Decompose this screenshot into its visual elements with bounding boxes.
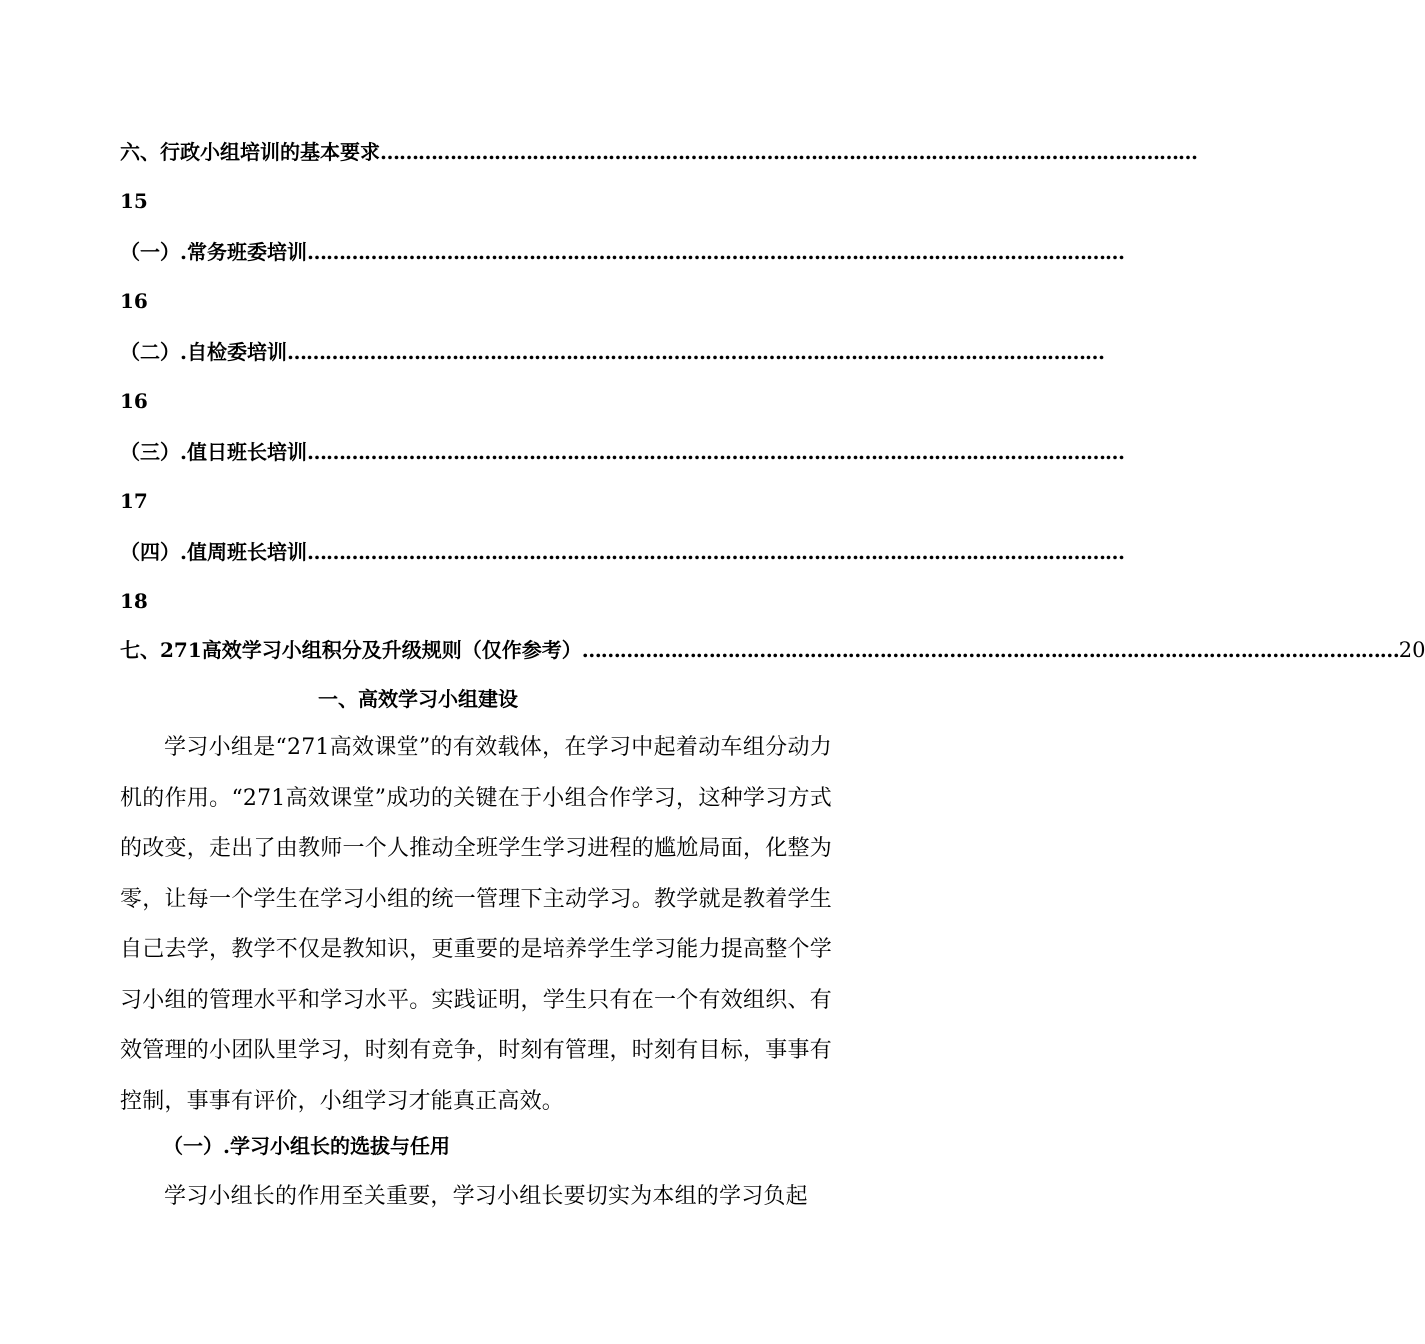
toc-entry-label: （二）.自检委培训 (120, 340, 287, 364)
toc-entry-label: （四）.值周班长培训 (120, 540, 307, 564)
toc-page-number: 16 (120, 289, 148, 313)
toc-entry[interactable] (120, 137, 1197, 167)
toc-page-number: 16 (120, 389, 148, 413)
toc-entry[interactable] (120, 537, 1124, 567)
toc-entry[interactable] (120, 635, 1425, 665)
paragraph-text: 学习小组长的作用至关重要，学习小组长要切实为本组的学习负起 (164, 1184, 808, 1209)
paragraph-text: 学习小组是“271高效课堂”的有效载体，在学习中起着动车组分动力机的作用。“271高效课堂”成功的关键在于小组合作学习，这种学习方式的改变，走出了由教师一个人推动全班学生学习进程的尴尬局面，化整为零，让每一个学生在学习小组的统一管理下主动学习。教学就是教着学生自己去学，教学不仅是教知识，更重要的是培养学生学习能力提高整个学习小组的管理水平和学习水平。实践证明，学生只有在一个有效组织、有效管理的小团队里学习，时刻有竞争，时刻有管理，时刻有目标，事事有控制，事事有评价，小组学习才能真正高效。 (120, 735, 832, 1114)
toc-entry-label: （三）.值日班长培训 (120, 440, 307, 464)
body-paragraph (120, 1172, 832, 1223)
toc-page-number: 20 (1398, 638, 1425, 662)
toc-page-number: 17 (120, 489, 148, 513)
toc-entry-label: 七、271高效学习小组积分及升级规则（仅作参考） (120, 638, 582, 662)
section-heading: 一、高效学习小组建设 (318, 687, 518, 711)
toc-page-number: 18 (120, 589, 148, 613)
toc-leader-dots: ………………………………………………………………………………………………………………… (286, 340, 1104, 364)
toc-leader-dots: ………………………………………………………………………………………………………………… (581, 638, 1399, 662)
toc-entry-label: 六、行政小组培训的基本要求 (120, 140, 380, 164)
toc-leader-dots: ………………………………………………………………………………………………………………… (306, 540, 1124, 564)
toc-entry-label: （一）.常务班委培训 (120, 240, 307, 264)
subsection-heading: （一）.学习小组长的选拔与任用 (163, 1134, 450, 1158)
toc-leader-dots: ………………………………………………………………………………………………………………… (306, 440, 1124, 464)
toc-entry[interactable] (120, 337, 1104, 367)
body-paragraph (120, 723, 832, 1127)
toc-leader-dots: ………………………………………………………………………………………………………………… (306, 240, 1124, 264)
toc-entry[interactable] (120, 437, 1124, 467)
toc-leader-dots: ………………………………………………………………………………………………………………… (380, 140, 1197, 164)
toc-entry[interactable] (120, 237, 1124, 267)
toc-page-number: 15 (120, 189, 148, 213)
